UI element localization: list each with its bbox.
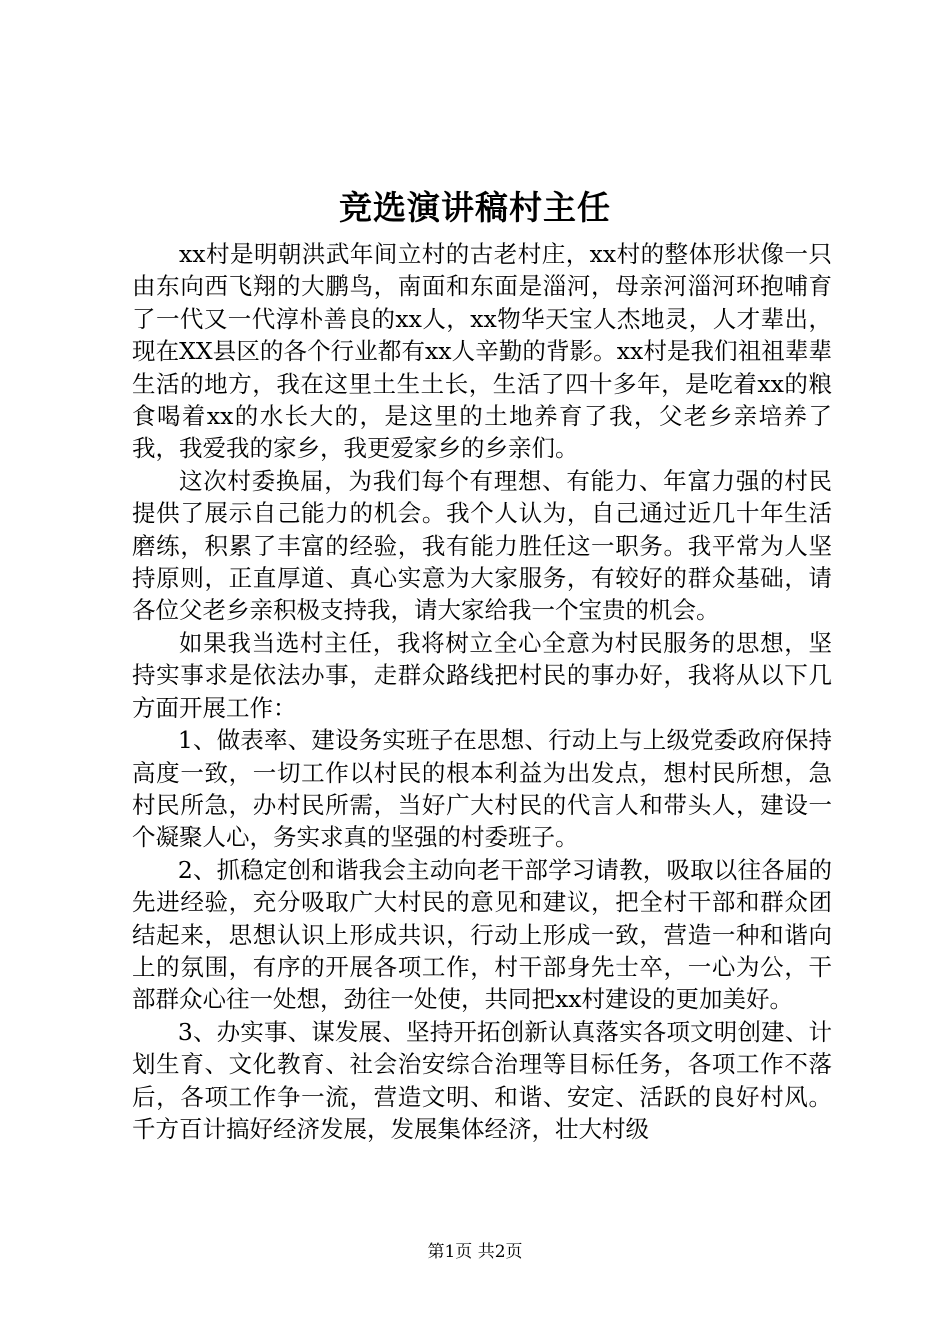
paragraph-intro: xx村是明朝洪武年间立村的古老村庄，xx村的整体形状像一只由东向西飞翔的大鹏鸟，南面和东面是淄河，母亲河淄河环抱哺育了一代又一代淳朴善良的xx人，xx物华天宝人杰地灵，人才辈出，现在XX县区的各个行业都有xx人辛勤的背影。xx村是我们祖祖辈辈生活的地方，我在这里土生土长，生活了四十多年，是吃着xx的粮食喝着xx的水长大的，是这里的土地养育了我，父老乡亲培养了我，我爱我的家乡，我更爱家乡的乡亲们。 [132, 240, 832, 463]
paragraph-item-3: 3、办实事、谋发展、坚持开拓创新认真落实各项文明创建、计划生育、文化教育、社会治安综合治理等目标任务，各项工作不落后，各项工作争一流，营造文明、和谐、安定、活跃的良好村风。千方百计搞好经济发展，发展集体经济，壮大村级 [132, 1017, 832, 1143]
paragraph-plan: 如果我当选村主任，我将树立全心全意为村民服务的思想，坚持实事求是依法办事，走群众路线把村民的事办好，我将从以下几方面开展工作： [132, 628, 832, 722]
document-title: 竞选演讲稿村主任 [339, 188, 611, 227]
page-footer: 第1页 共2页 [427, 1242, 523, 1262]
document-body [132, 238, 832, 1145]
paragraph-election: 这次村委换届，为我们每个有理想、有能力、年富力强的村民提供了展示自己能力的机会。我个人认为，自己通过近几十年生活磨练，积累了丰富的经验，我有能力胜任这一职务。我平常为人坚持原则，正直厚道、真心实意为大家服务，有较好的群众基础，请各位父老乡亲积极支持我，请大家给我一个宝贵的机会。 [132, 466, 832, 625]
paragraph-item-2: 2、抓稳定创和谐我会主动向老干部学习请教，吸取以往各届的先进经验，充分吸取广大村民的意见和建议，把全村干部和群众团结起来，思想认识上形成共识，行动上形成一致，营造一种和谐向上的氛围，有序的开展各项工作，村干部身先士卒，一心为公，干部群众心往一处想，劲往一处使，共同把xx村建设的更加美好。 [132, 855, 832, 1014]
paragraph-item-1: 1、做表率、建设务实班子在思想、行动上与上级党委政府保持高度一致，一切工作以村民的根本利益为出发点，想村民所想，急村民所急，办村民所需，当好广大村民的代言人和带头人，建设一个凝聚人心，务实求真的坚强的村委班子。 [132, 726, 832, 852]
